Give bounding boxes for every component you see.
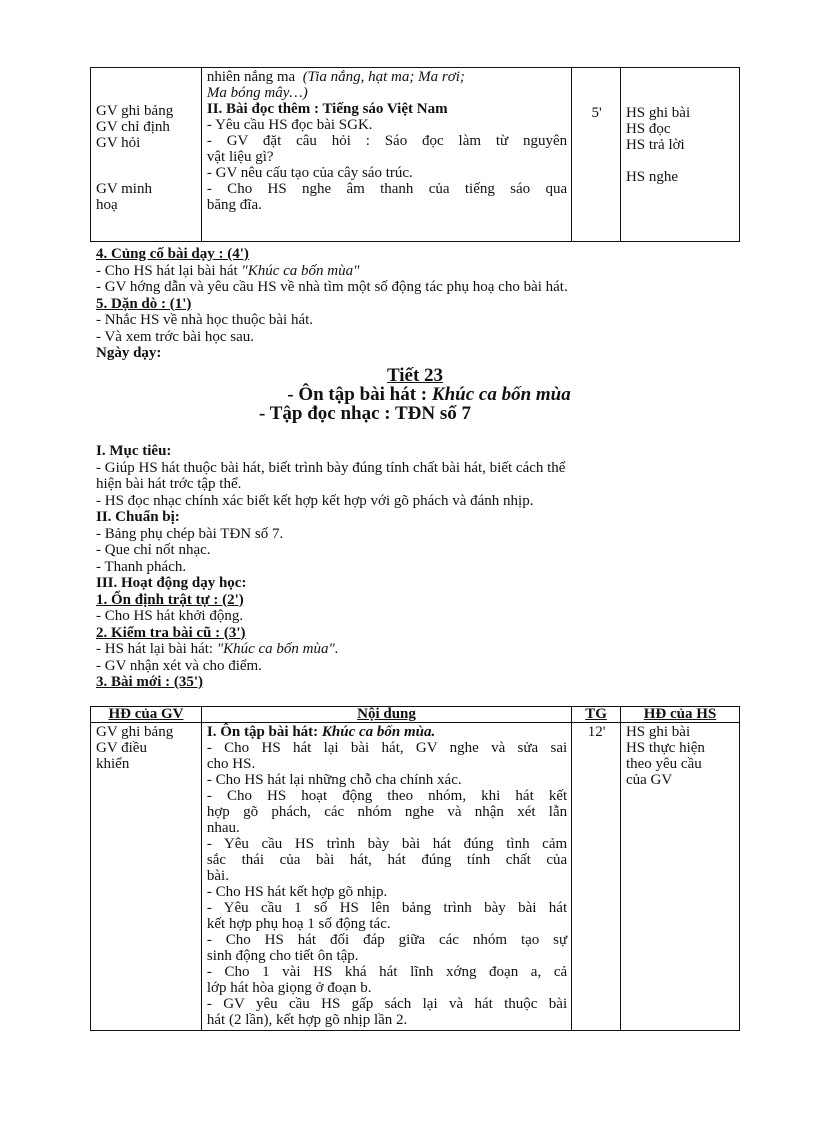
content-line: cho HS. bbox=[206, 756, 256, 772]
content-line: bài. bbox=[206, 868, 229, 884]
consolidation-section bbox=[96, 246, 736, 362]
lesson-table-continued bbox=[90, 67, 740, 242]
hs-activity-line: HS trả lời bbox=[625, 137, 685, 153]
content-line: - GV nêu cấu tạo của cây sáo trúc. bbox=[206, 165, 413, 181]
content-line: - Yêu cầu 1 số HS lên bảng trình bày bài hát bbox=[206, 900, 568, 916]
text-line: - Nhắc HS về nhà học thuộc bài hát. bbox=[96, 312, 314, 328]
gv-activity-line: khiển bbox=[96, 756, 130, 772]
column-header: HĐ của GV bbox=[91, 707, 202, 723]
content-line: - Cho HS hát đối đáp giữa các nhóm tạo sự bbox=[206, 932, 568, 948]
hs-activity-cell bbox=[620, 68, 739, 242]
hs-activity-line: HS ghi bài bbox=[625, 724, 691, 740]
hs-activity-line: HS ghi bài bbox=[625, 105, 691, 121]
hs-activity-cell bbox=[620, 723, 739, 1031]
text-line: - Bảng phụ chép bài TĐN số 7. bbox=[96, 525, 284, 542]
section-heading: I. Mục tiêu: bbox=[96, 443, 172, 459]
gv-activity-line: hoạ bbox=[96, 197, 118, 213]
lesson-title-2: - Tập đọc nhạc : TĐN số 7 bbox=[258, 403, 472, 424]
lesson-table bbox=[90, 706, 740, 1031]
content-line: - GV yêu cầu HS gấp sách lại và hát thuộc bài bbox=[206, 996, 568, 1012]
content-line: kết hợp phụ hoạ 1 số động tác. bbox=[206, 916, 391, 932]
time-cell bbox=[572, 723, 621, 1031]
gv-activity-line: GV điều bbox=[96, 740, 147, 756]
time-value: 12' bbox=[587, 724, 606, 740]
table-row bbox=[91, 68, 740, 242]
text-line: - GV nhận xét và cho điểm. bbox=[96, 657, 262, 674]
content-line: hát (2 lần), kết hợp gõ nhịp lần 2. bbox=[206, 1012, 408, 1028]
content-line: sắc thái của bài hát, hát đúng tính chất của bbox=[206, 852, 568, 868]
section-title: I. Ôn tập bài hát: Khúc ca bốn mùa. bbox=[206, 724, 436, 740]
table-header-row bbox=[91, 707, 740, 723]
text-line: - Cho HS hát khởi động. bbox=[96, 608, 244, 624]
content-line: lớp hát hòa giọng ở đoạn b. bbox=[206, 980, 372, 996]
hs-activity-line: HS nghe bbox=[625, 169, 679, 185]
lesson-number-text: Tiết 23 bbox=[386, 365, 444, 386]
content-line: - Cho 1 vài HS khá hát lĩnh xớng đoạn a, cả bbox=[206, 964, 568, 980]
section-title: II. Bài đọc thêm : Tiếng sáo Việt Nam bbox=[206, 101, 448, 117]
column-header: TG bbox=[572, 707, 621, 723]
text-line: - HS đọc nhạc chính xác biết kết hợp kết hợp với gõ phách và đánh nhịp. bbox=[96, 492, 534, 509]
sub-heading: 1. Ổn định trật tự : (2') bbox=[96, 591, 244, 608]
text-line: hiện bài hát trớc tập thể. bbox=[96, 476, 242, 492]
hs-activity-line: HS đọc bbox=[625, 121, 671, 137]
gv-activity-line: GV ghi bảng bbox=[96, 724, 174, 740]
column-header: Nội dung bbox=[201, 707, 571, 723]
column-header: HĐ của HS bbox=[620, 707, 739, 723]
content-line: sinh động cho tiết ôn tập. bbox=[206, 948, 359, 964]
gv-activity-line: GV ghi bảng bbox=[96, 103, 174, 119]
sub-heading: 2. Kiểm tra bài cũ : (3') bbox=[96, 624, 246, 641]
content-line: nhau. bbox=[206, 820, 240, 836]
content-line: - GV đặt câu hỏi : Sáo đọc làm từ nguyên bbox=[206, 133, 568, 149]
content-line: băng đĩa. bbox=[206, 197, 262, 213]
content-line: - Yêu cầu HS trình bày bài hát đúng tình cảm bbox=[206, 836, 568, 852]
section-heading: 4. Củng cố bài dạy : (4') bbox=[96, 246, 249, 262]
date-label: Ngày dạy: bbox=[96, 345, 162, 361]
text-line: - Giúp HS hát thuộc bài hát, biết trình bày đúng tính chất bài hát, biết cách thể bbox=[96, 459, 566, 476]
text-line: - HS hát lại bài hát: "Khúc ca bốn mùa". bbox=[96, 641, 339, 657]
text-line: - GV hớng dẫn và yêu cầu HS về nhà tìm một số động tác phụ hoạ cho bài hát. bbox=[96, 279, 568, 295]
gv-activity-cell bbox=[91, 723, 202, 1031]
content-line: Ma bóng mây…) bbox=[206, 85, 308, 101]
content-line: - Cho HS hát lại những chỗ cha chính xác. bbox=[206, 772, 462, 788]
content-line: - Yêu cầu HS đọc bài SGK. bbox=[206, 117, 373, 133]
content-line: hợp gõ phách, các nhóm nghe và nhận xét lẫn bbox=[206, 804, 568, 820]
section-heading: 5. Dặn dò : (1') bbox=[96, 295, 192, 312]
text-line: - Que chỉ nốt nhạc. bbox=[96, 542, 211, 558]
time-value: 5' bbox=[591, 105, 602, 121]
gv-activity-line: GV minh bbox=[96, 181, 152, 197]
gv-activity-line: GV hỏi bbox=[96, 135, 141, 151]
text-line: - Thanh phách. bbox=[96, 558, 187, 575]
sub-heading: 3. Bài mới : (35') bbox=[96, 674, 204, 690]
hs-activity-line: theo yêu cầu bbox=[625, 756, 702, 772]
content-line: nhiên nắng ma (Tia nắng, hạt ma; Ma rơi; bbox=[206, 69, 465, 85]
lesson-title-1: - Ôn tập bài hát : Khúc ca bốn mùa bbox=[287, 384, 571, 405]
hs-activity-line: HS thực hiện bbox=[625, 740, 705, 756]
text-line: - Cho HS hát lại bài hát "Khúc ca bốn mùa" bbox=[96, 262, 360, 279]
gv-activity-line: GV chỉ định bbox=[96, 119, 170, 135]
content-cell bbox=[201, 68, 571, 242]
lesson-number bbox=[90, 366, 740, 386]
content-line: - Cho HS hoạt động theo nhóm, khi hát kết bbox=[206, 788, 568, 804]
text-line: - Và xem trớc bài học sau. bbox=[96, 328, 255, 345]
hs-activity-line: của GV bbox=[625, 772, 673, 788]
content-line: - Cho HS nghe âm thanh của tiếng sáo qua bbox=[206, 181, 568, 197]
lesson-body bbox=[96, 443, 736, 691]
content-line: - Cho HS hát kết hợp gõ nhịp. bbox=[206, 884, 388, 900]
section-heading: III. Hoạt động dạy học: bbox=[96, 575, 247, 591]
time-cell bbox=[572, 68, 621, 242]
gv-activity-cell bbox=[91, 68, 202, 242]
section-heading: II. Chuẩn bị: bbox=[96, 509, 180, 525]
table-row bbox=[91, 723, 740, 1031]
content-line: - Cho HS hát lại bài hát, GV nghe và sửa sai bbox=[206, 740, 568, 756]
content-cell bbox=[201, 723, 571, 1031]
content-line: vật liệu gì? bbox=[206, 149, 274, 165]
